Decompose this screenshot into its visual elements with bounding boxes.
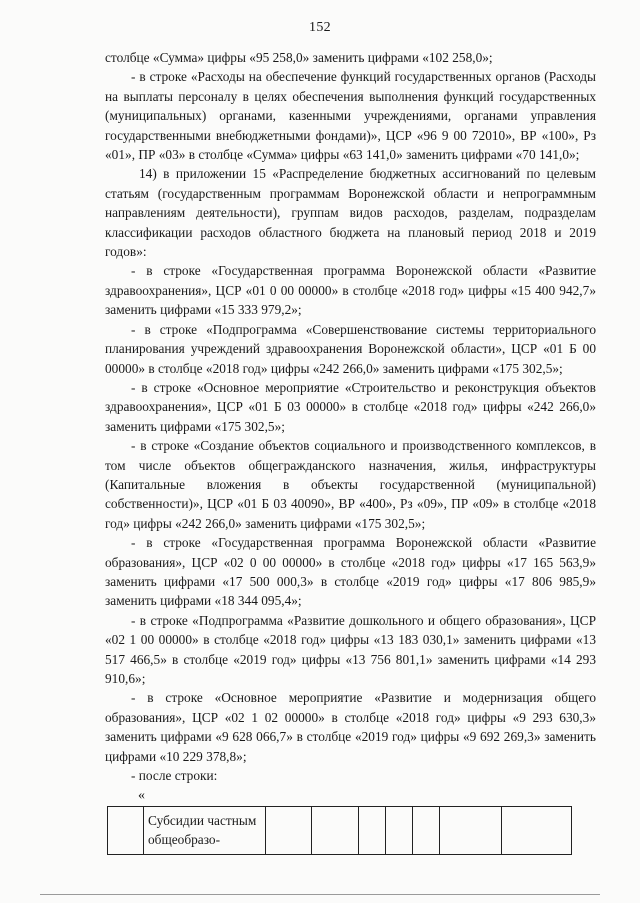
table-cell xyxy=(386,807,413,855)
table-cell xyxy=(359,807,386,855)
table-cell xyxy=(266,807,312,855)
table-cell xyxy=(502,807,572,855)
paragraph: - в строке «Государственная программа Воронежской области «Развитие здравоохранения», ЦСР «01 0 00 00000» в столбце «2018 год» цифры «15 400 942,7» заменить цифрами «15 333 979,2»; xyxy=(105,263,596,318)
paragraph: - в строке «Подпрограмма «Развитие дошкольного и общего образования», ЦСР «02 1 00 00000» в столбце «2018 год» цифры «13 183 030,1» заменить цифрами «13 517 466,5» в столбце «2019 год» цифры «13 756 801,1» заменить цифрами «14 293 910,6»; xyxy=(105,612,596,686)
paragraph: - в строке «Государственная программа Воронежской области «Развитие образования», ЦСР «02 0 00 00000» в столбце «2018 год» цифры «17 165 563,9» заменить цифрами «17 500 000,3» в столбце «2019 год» цифры «17 806 985,9» заменить цифрами «18 344 095,4»; xyxy=(105,535,596,609)
paragraph: - после строки: xyxy=(131,768,218,784)
table-row xyxy=(108,807,572,855)
opening-quote: « xyxy=(138,788,145,803)
paragraph: 14) в приложении 15 «Распределение бюджетных ассигнований по целевым статьям (государственным программам Воронежской области и непрограммным направлениям деятельности), группам видов расходов, разделам, подразделам классификации расходов областного бюджета на плановый период 2018 и 2019 годов»: xyxy=(105,166,596,260)
table-cell xyxy=(440,807,502,855)
table-cell xyxy=(108,807,144,855)
table-cell-name: Субсидии частным общеобразо- xyxy=(144,807,266,855)
paragraph: - в строке «Расходы на обеспечение функций государственных органов (Расходы на выплаты персоналу в целях обеспечения выполнения функций государственных (муниципальных) органами, казенными учреждениями, органами управления государственными внебюджетными фондами)», ЦСР «96 9 00 72010», ВР «100», Рз «01», ПР «03» в столбце «Сумма» цифры «63 141,0» заменить цифрами «70 141,0»; xyxy=(105,69,596,163)
paragraph: - в строке «Основное мероприятие «Строительство и реконструкция объектов здравоохранения», ЦСР «01 Б 03 00000» в столбце «2018 год» цифры «242 266,0» заменить цифрами «175 302,5»; xyxy=(105,379,596,434)
paragraph: - в строке «Основное мероприятие «Развитие и модернизация общего образования», ЦСР «02 1 02 00000» в столбце «2018 год» цифры «9 293 630,3» заменить цифрами «9 628 066,7» в столбце «2019 год» цифры «9 692 269,3» заменить цифрами «10 229 378,8»; xyxy=(105,690,596,764)
table-cell xyxy=(413,807,440,855)
table-cell xyxy=(312,807,359,855)
page-number: 152 xyxy=(309,20,331,35)
scan-edge-line xyxy=(40,894,600,895)
paragraph: - в строке «Создание объектов социального и производственного комплексов, в том числе объектов общегражданского назначения, жилья, инфраструктуры (Капитальные вложения в объекты государственной (муниципальной) собственности)», ЦСР «01 Б 03 40090», ВР «400», Рз «09», ПР «09» в столбце «2018 год» цифры «242 266,0» заменить цифрами «175 302,5»; xyxy=(105,438,596,531)
budget-table-fragment xyxy=(107,806,572,855)
paragraph: столбце «Сумма» цифры «95 258,0» заменить цифрами «102 258,0»; xyxy=(105,50,493,65)
paragraph: - в строке «Подпрограмма «Совершенствование системы территориального планирования учреждений здравоохранения Воронежской области», ЦСР «01 Б 00 00000» в столбце «2018 год» цифры «242 266,0» заменить цифрами «175 302,5»; xyxy=(105,321,596,376)
document-body xyxy=(105,48,596,785)
